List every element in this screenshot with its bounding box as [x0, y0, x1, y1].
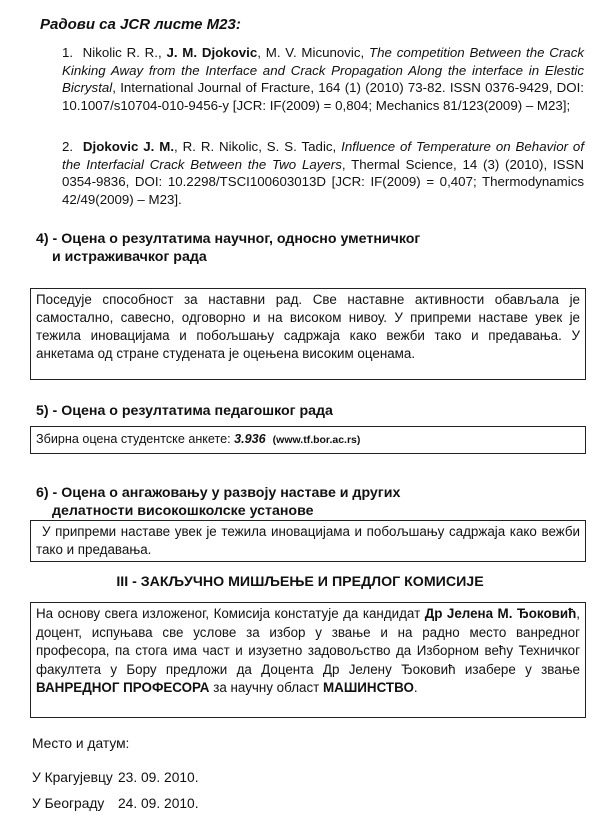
conclusion-text: за научну област [209, 680, 324, 695]
ref-title: Influence of Temperature on Behavior of the Interfacial Crack Between the Two Layers [62, 139, 585, 172]
ref-authors: , R. R. Nikolic, S. S. Tadic, [174, 139, 342, 154]
conclusion-text: , доцент, испуњава све услове за избор у звање и на радно место ванредног професора, па стога има част и изузетно задовољство да Изборном већу Техничког факултета у Бору предложи да Доцента Др Јелену Ђоковић изабере у звање [36, 606, 580, 677]
section-6-text: У припреми наставе увек је тежила иновацијама и побољшању садржаја како вежби тако и предавања. [36, 524, 580, 557]
place-city: У Крагујевцу [32, 770, 113, 785]
section-5-heading: 5) - Оцена о резултатима педагошког рада [36, 403, 333, 419]
ref-number: 1. [62, 45, 74, 60]
ref-author-bold: Djokovic J. M. [82, 139, 175, 154]
place-city: У Београду [32, 796, 105, 811]
ref-title: The competition Between the Crack Kinking Away from the Interface and Crack Propagation Along the interface in Elestic Bicrystal [62, 45, 584, 95]
reference-item [62, 138, 584, 208]
scientific-field: МАШИНСТВО [323, 680, 414, 695]
section-heading-line: 4) - Оцена о резултатима научног, односно уметничког [36, 231, 421, 247]
ref-authors: Nikolic R. R., [82, 45, 167, 60]
conclusion-box [30, 602, 586, 718]
survey-score: 3.936 [234, 432, 266, 446]
ref-number: 2. [62, 139, 74, 154]
section-heading-line: 6) - Оцена о ангажовању у развоју наставе и других [36, 485, 401, 501]
place-date-row [32, 796, 199, 811]
survey-site: (www.tf.bor.ac.rs) [272, 434, 361, 446]
candidate-name: Др Јелена М. Ђоковић [424, 606, 577, 621]
place-date-label: Место и датум: [32, 736, 130, 751]
section-4-text: Поседује способност за наставни рад. Све наставне активности обављала је самостално, савесно, одговорно и на високом нивоу. У припреми наставе увек је тежила иновацијама и побољшању садржаја како вежби тако и предавања. У анкетама од стране студената је оцењена високим оценама. [36, 292, 580, 361]
proposed-rank: ВАНРЕДНОГ ПРОФЕСОРА [36, 680, 210, 695]
jcr-list-heading: Радови са JCR листе М23: [40, 16, 241, 33]
conclusion-text: . [413, 680, 418, 695]
reference-item [62, 44, 584, 114]
ref-details: , Thermal Science, 14 (3) (2010), ISSN 0354-9836, DOI: 10.2298/TSCI100603013D [JCR: IF(2009) = 0,407; Thermodynamics 42/49(2009) – M23]. [62, 156, 585, 207]
section-heading-line: и истраживачког рада [52, 249, 207, 265]
conclusion-heading: III - ЗАКЉУЧНО МИШЉЕЊЕ И ПРЕДЛОГ КОМИСИЈЕ [116, 574, 484, 590]
section-heading-line: делатности високошколске установе [52, 503, 314, 519]
conclusion-text: На основу свега изложеног, Комисија констатује да кандидат [36, 606, 425, 621]
section-4-box [30, 288, 586, 380]
place-date-row [32, 770, 199, 785]
place-date: 24. 09. 2010. [118, 796, 199, 811]
place-date: 23. 09. 2010. [118, 770, 199, 785]
section-5-box [30, 426, 586, 454]
section-6-box [30, 520, 586, 562]
survey-label: Збирна оцена студентске анкете: [36, 432, 235, 446]
ref-details: , International Journal of Fracture, 164 (1) (2010) 73-82. ISSN 0376-9429, DOI: 10.1007/s10704-010-9456-y [JCR: IF(2009) = 0,804; Mechanics 81/123(2009) – M23]; [62, 80, 584, 113]
section-6-heading [36, 484, 400, 520]
ref-author-bold: J. M. Djokovic [166, 45, 258, 60]
section-4-heading [36, 230, 420, 266]
ref-authors: , M. V. Micunovic, [257, 45, 370, 60]
